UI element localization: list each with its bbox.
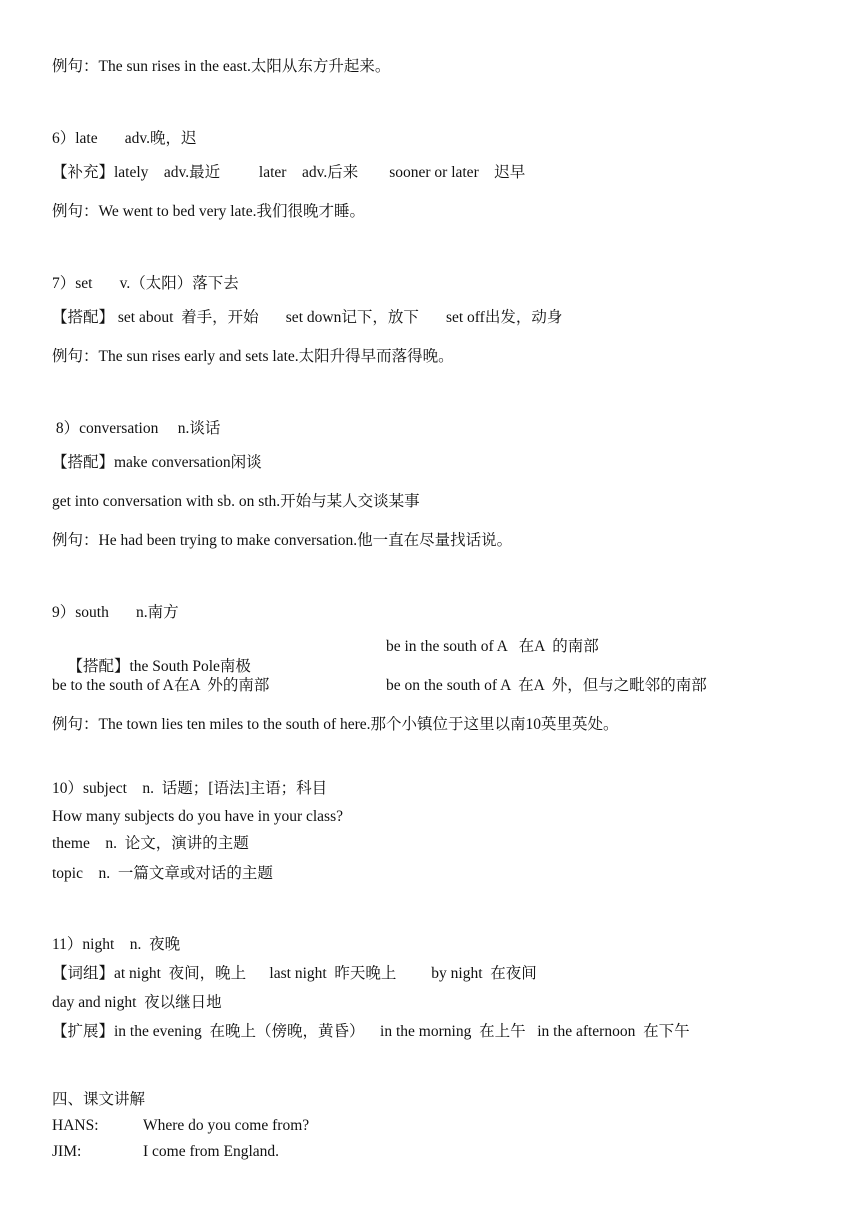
collocation-south-to: be to the south of A在A 外的南部 bbox=[52, 677, 270, 694]
dialogue-speaker-jim: JIM: bbox=[52, 1143, 82, 1160]
supplement-late: 【补充】lately adv.最近 later adv.后来 sooner or later 迟早 bbox=[52, 164, 526, 181]
dialogue-line-hans: Where do you come from? bbox=[143, 1117, 310, 1134]
collocation-south-on: be on the south of A 在A 外，但与之毗邻的南部 bbox=[386, 677, 707, 694]
vocab-topic: topic n. 一篇文章或对话的主题 bbox=[52, 865, 273, 882]
dialogue-line-jim: I come from England. bbox=[143, 1143, 280, 1160]
vocab-theme: theme n. 论文，演讲的主题 bbox=[52, 835, 249, 852]
vocab-heading-subject: 10）subject n. 话题；[语法]主语；科目 bbox=[52, 780, 328, 797]
phrase-day-and-night: day and night 夜以继日地 bbox=[52, 994, 222, 1011]
vocab-heading-south: 9）south n.南方 bbox=[52, 604, 179, 621]
collocation-set: 【搭配】 set about 着手，开始 set down记下，放下 set off出发，动身 bbox=[52, 309, 563, 326]
collocation-south-in: be in the south of A 在A 的南部 bbox=[386, 638, 599, 655]
example-sentence-south: 例句：The town lies ten miles to the south of here.那个小镇位于这里以南10英里英处。 bbox=[52, 716, 619, 733]
example-sentence-conversation: 例句：He had been trying to make conversation.他一直在尽量找话说。 bbox=[52, 532, 513, 549]
example-sentence-east: 例句：The sun rises in the east.太阳从东方升起来。 bbox=[52, 58, 391, 75]
example-sentence-subject: How many subjects do you have in your class? bbox=[52, 808, 343, 825]
collocation-conversation: 【搭配】make conversation闲谈 bbox=[52, 454, 262, 471]
vocab-heading-night: 11）night n. 夜晚 bbox=[52, 936, 181, 953]
example-sentence-set: 例句：The sun rises early and sets late.太阳升得早而落得晚。 bbox=[52, 348, 454, 365]
dialogue-speaker-hans: HANS: bbox=[52, 1117, 99, 1134]
extension-times-of-day: 【扩展】in the evening 在晚上（傍晚，黄昏） in the morning 在上午 in the afternoon 在下午 bbox=[52, 1023, 690, 1040]
vocab-heading-set: 7）set v.（太阳）落下去 bbox=[52, 275, 239, 292]
section-heading-text-explanation: 四、课文讲解 bbox=[52, 1091, 146, 1108]
phrases-night: 【词组】at night 夜间，晚上 last night 昨天晚上 by night 在夜间 bbox=[52, 965, 537, 982]
vocab-heading-late: 6）late adv.晚，迟 bbox=[52, 130, 197, 147]
example-sentence-late: 例句：We went to bed very late.我们很晚才睡。 bbox=[52, 203, 365, 220]
vocab-heading-conversation: 8）conversation n.谈话 bbox=[52, 420, 221, 437]
collocation-south-pole: 【搭配】the South Pole南极 bbox=[67, 658, 251, 675]
collocation-conversation-2: get into conversation with sb. on sth.开始与某人交谈某事 bbox=[52, 493, 420, 510]
